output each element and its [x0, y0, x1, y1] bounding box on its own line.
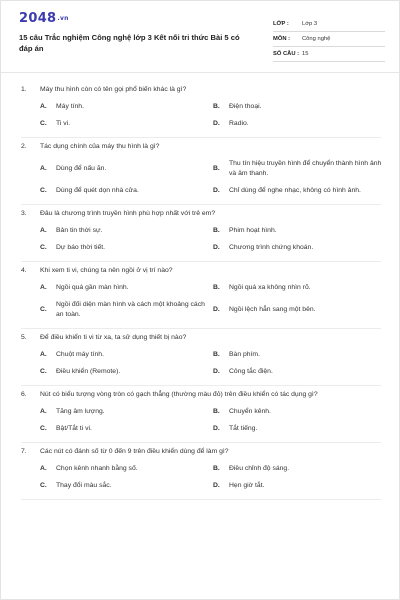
answer-option[interactable] — [213, 102, 387, 112]
question-prompt: Để điều khiển ti vi từ xa, ta sử dụng thiết bị nào? — [40, 334, 187, 341]
question-item — [21, 386, 381, 443]
answer-options — [21, 464, 381, 491]
answer-option[interactable] — [40, 300, 213, 320]
option-text: Bật/Tắt ti vi. — [56, 425, 92, 432]
option-text: Dự báo thời tiết. — [56, 244, 106, 251]
answer-option[interactable] — [213, 481, 387, 491]
question-number: 1. — [21, 86, 27, 93]
answer-option[interactable] — [213, 350, 387, 360]
question-number: 2. — [21, 143, 27, 150]
option-letter: C. — [40, 306, 47, 313]
question-prompt: Nút có biểu tượng vòng tròn có gạch thẳng (thường màu đỏ) trên điều khiển có tác dụng gì? — [40, 391, 318, 398]
answer-option[interactable] — [40, 243, 213, 253]
question-text — [21, 209, 381, 219]
meta-key: MÔN : — [273, 36, 291, 42]
option-letter: D. — [213, 306, 220, 313]
option-text: Dùng để nấu ăn. — [56, 165, 107, 172]
option-letter: A. — [40, 284, 47, 291]
option-letter: D. — [213, 187, 220, 194]
question-item — [21, 205, 381, 262]
answer-option[interactable] — [213, 424, 387, 434]
meta-value: Công nghệ — [302, 36, 331, 42]
option-text: Hẹn giờ tắt. — [229, 482, 265, 489]
option-text: Thay đổi màu sắc. — [56, 482, 112, 489]
question-prompt: Tác dụng chính của máy thu hình là gì? — [40, 143, 160, 150]
option-letter: C. — [40, 120, 47, 127]
question-item — [21, 329, 381, 386]
answer-option[interactable] — [40, 407, 213, 417]
question-text — [21, 333, 381, 343]
option-letter: A. — [40, 103, 47, 110]
meta-value: 15 — [302, 51, 309, 57]
question-item — [21, 443, 381, 500]
option-text: Ngồi quá xa không nhìn rõ. — [229, 284, 311, 291]
answer-option[interactable] — [213, 159, 387, 179]
question-prompt: Các nút có đánh số từ 0 đến 9 trên điều khiển dùng để làm gì? — [40, 448, 229, 455]
answer-option[interactable] — [40, 481, 213, 491]
option-text: Tăng âm lượng. — [56, 408, 105, 415]
option-letter: A. — [40, 465, 47, 472]
option-text: Điều chỉnh độ sáng. — [229, 465, 290, 472]
question-number: 7. — [21, 448, 27, 455]
option-letter: C. — [40, 425, 47, 432]
option-letter: C. — [40, 244, 47, 251]
question-number: 3. — [21, 210, 27, 217]
option-letter: B. — [213, 165, 220, 172]
answer-option[interactable] — [40, 350, 213, 360]
question-number: 6. — [21, 391, 27, 398]
option-text: Chuột máy tính. — [56, 351, 104, 358]
header-left — [19, 11, 251, 64]
answer-options — [21, 159, 381, 196]
answer-option[interactable] — [213, 119, 387, 129]
question-item — [21, 138, 381, 205]
option-letter: A. — [40, 165, 47, 172]
answer-option[interactable] — [40, 464, 213, 474]
question-number: 4. — [21, 267, 27, 274]
option-text: Dùng để quét dọn nhà cửa. — [56, 187, 139, 194]
option-letter: C. — [40, 368, 47, 375]
option-text: Bàn phím. — [229, 351, 260, 358]
question-text — [21, 266, 381, 276]
question-text — [21, 390, 381, 400]
option-text: Chọn kênh nhanh bằng số. — [56, 465, 138, 472]
option-text: Máy tính. — [56, 103, 84, 110]
answer-option[interactable] — [213, 243, 387, 253]
option-text: Chuyển kênh. — [229, 408, 271, 415]
answer-option[interactable] — [213, 226, 387, 236]
question-text — [21, 85, 381, 95]
option-text: Ngồi quá gần màn hình. — [56, 284, 129, 291]
option-letter: B. — [213, 351, 220, 358]
answer-option[interactable] — [213, 186, 387, 196]
meta-key: SỐ CÂU : — [273, 51, 300, 57]
question-item — [21, 81, 381, 138]
meta-subject — [273, 32, 385, 47]
question-prompt: Đâu là chương trình truyền hình phù hợp nhất với trẻ em? — [40, 210, 216, 217]
option-letter: D. — [213, 244, 220, 251]
answer-option[interactable] — [40, 283, 213, 293]
meta-key: LỚP : — [273, 21, 289, 27]
answer-option[interactable] — [213, 300, 387, 320]
option-text: Ngồi lệch hẳn sang một bên. — [229, 306, 316, 313]
option-text: Phim hoạt hình. — [229, 227, 277, 234]
answer-options — [21, 350, 381, 377]
answer-option[interactable] — [40, 102, 213, 112]
option-text: Thu tín hiệu truyền hình để chuyển thành hình ảnh và âm thanh. — [229, 160, 382, 177]
logo-suffix: .vn — [57, 15, 69, 22]
question-text — [21, 142, 381, 152]
answer-option[interactable] — [40, 226, 213, 236]
option-text: Ti vi. — [56, 120, 71, 127]
option-letter: A. — [40, 227, 47, 234]
question-prompt: Khi xem ti vi, chúng ta nên ngồi ở vị trí nào? — [40, 267, 173, 274]
option-letter: C. — [40, 187, 47, 194]
answer-options — [21, 102, 381, 129]
worksheet-meta — [251, 11, 385, 64]
option-text: Điều khiển (Remote). — [56, 368, 121, 375]
answer-option[interactable] — [40, 424, 213, 434]
answer-option[interactable] — [40, 119, 213, 129]
meta-grade — [273, 17, 385, 32]
option-letter: B. — [213, 227, 220, 234]
option-letter: C. — [40, 482, 47, 489]
question-number: 5. — [21, 334, 27, 341]
question-text — [21, 447, 381, 457]
answer-option[interactable] — [213, 407, 387, 417]
option-letter: D. — [213, 425, 220, 432]
option-letter: A. — [40, 408, 47, 415]
option-letter: B. — [213, 103, 220, 110]
option-letter: B. — [213, 465, 220, 472]
question-prompt: Máy thu hình còn có tên gọi phổ biến khác là gì? — [40, 86, 187, 93]
answer-options — [21, 407, 381, 434]
option-text: Công tắc điện. — [229, 368, 273, 375]
option-letter: D. — [213, 120, 220, 127]
answer-option[interactable] — [40, 159, 213, 179]
worksheet-header — [1, 1, 399, 73]
option-text: Chương trình chứng khoán. — [229, 244, 314, 251]
option-text: Ngồi đối diện màn hình và cách một khoảng cách an toàn. — [56, 301, 205, 318]
option-letter: B. — [213, 408, 220, 415]
answer-option[interactable] — [40, 367, 213, 377]
option-text: Chỉ dùng để nghe nhạc, không có hình ảnh. — [229, 187, 361, 194]
option-text: Radio. — [229, 120, 249, 127]
answer-option[interactable] — [213, 464, 387, 474]
option-text: Điện thoại. — [229, 103, 262, 110]
answer-options — [21, 283, 381, 320]
logo-text: 2048 — [19, 11, 57, 26]
question-item — [21, 262, 381, 329]
option-letter: B. — [213, 284, 220, 291]
option-text: Bản tin thời sự. — [56, 227, 103, 234]
option-letter: D. — [213, 482, 220, 489]
option-letter: D. — [213, 368, 220, 375]
meta-value: Lớp 3 — [302, 21, 318, 27]
worksheet-title: 15 câu Trắc nghiệm Công nghệ lớp 3 Kết nối tri thức Bài 5 có đáp án — [19, 33, 240, 53]
question-list — [1, 73, 399, 500]
option-letter: A. — [40, 351, 47, 358]
option-text: Tắt tiếng. — [229, 425, 258, 432]
answer-option[interactable] — [213, 283, 387, 293]
answer-option[interactable] — [213, 367, 387, 377]
meta-count — [273, 47, 385, 62]
site-logo[interactable] — [19, 11, 251, 26]
answer-option[interactable] — [40, 186, 213, 196]
answer-options — [21, 226, 381, 253]
